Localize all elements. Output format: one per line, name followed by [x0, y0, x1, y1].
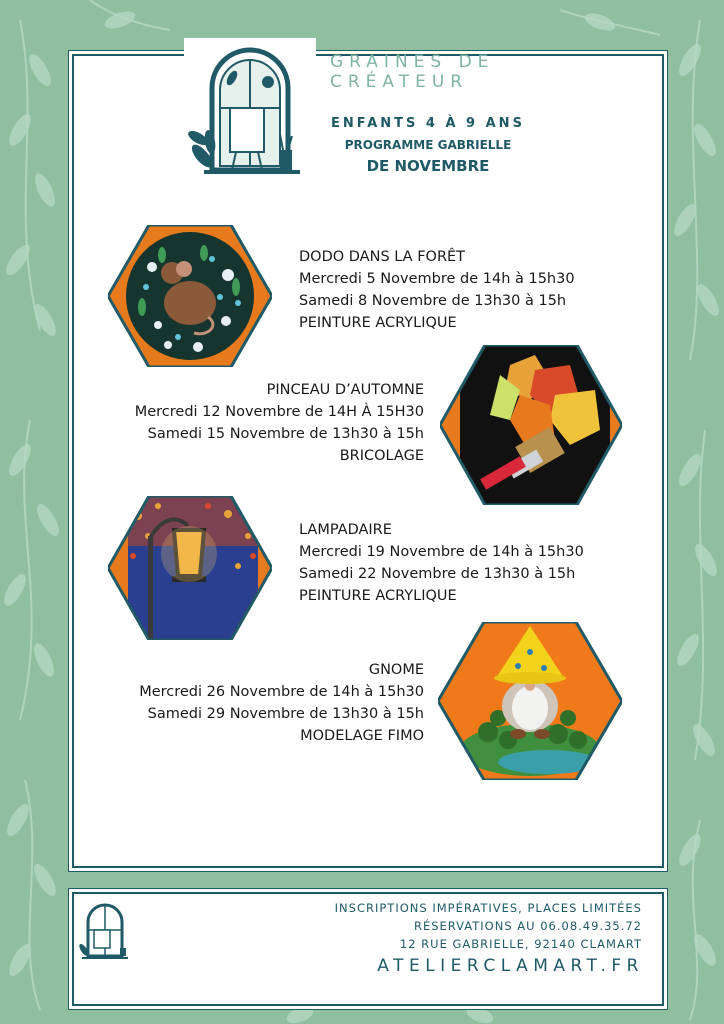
event-title: PINCEAU D’AUTOMNE — [266, 382, 424, 398]
event-date-saturday: Samedi 15 Novembre de 13h30 à 15h — [147, 426, 424, 442]
event-date-saturday: Samedi 29 Novembre de 13h30 à 15h — [147, 706, 424, 722]
footer-address: 12 RUE GABRIELLE, 92140 CLAMART — [399, 937, 642, 951]
event-1 — [299, 246, 575, 334]
event-title: GNOME — [368, 662, 424, 678]
event-title: DODO DANS LA FORÊT — [299, 249, 466, 265]
event-2 — [135, 379, 424, 467]
event-3 — [299, 519, 584, 607]
event-date-wednesday: Mercredi 19 Novembre de 14h à 15h30 — [299, 544, 584, 560]
event-type: BRICOLAGE — [339, 448, 424, 464]
event-type: PEINTURE ACRYLIQUE — [299, 315, 457, 331]
event-date-saturday: Samedi 8 Novembre de 13h30 à 15h — [299, 293, 567, 309]
brand-title — [330, 52, 520, 92]
audience-label: ENFANTS 4 À 9 ANS — [331, 116, 525, 131]
event-date-wednesday: Mercredi 12 Novembre de 14H À 15H30 — [134, 404, 424, 420]
footer-logo — [76, 900, 134, 960]
event-date-saturday: Samedi 22 Novembre de 13h30 à 15h — [299, 566, 576, 582]
footer-website-link[interactable]: ATELIERCLAMART.FR — [377, 956, 644, 976]
brand-title-line1: GRAINES DE — [330, 52, 495, 72]
event-4 — [139, 659, 424, 747]
event-date-wednesday: Mercredi 26 Novembre de 14h à 15h30 — [139, 684, 424, 700]
event-image-clay-gnome — [438, 622, 622, 780]
month-label: DE NOVEMBRE — [366, 157, 490, 175]
event-type: MODELAGE FIMO — [300, 728, 424, 744]
event-type: PEINTURE ACRYLIQUE — [299, 588, 457, 604]
logo — [184, 38, 316, 178]
event-date-wednesday: Mercredi 5 Novembre de 14h à 15h30 — [299, 271, 575, 287]
footer-registration-note: INSCRIPTIONS IMPÉRATIVES, PLACES LIMITÉES — [334, 901, 642, 915]
event-image-street-lamp-painting — [108, 496, 272, 640]
event-title: LAMPADAIRE — [299, 522, 392, 538]
footer-phone: RÉSERVATIONS AU 06.08.49.35.72 — [413, 919, 642, 933]
brand-title-line2: CRÉATEUR — [330, 72, 469, 92]
program-label: PROGRAMME GABRIELLE — [344, 138, 512, 152]
event-image-mouse-painting — [108, 225, 272, 367]
event-image-autumn-brush — [440, 345, 622, 505]
